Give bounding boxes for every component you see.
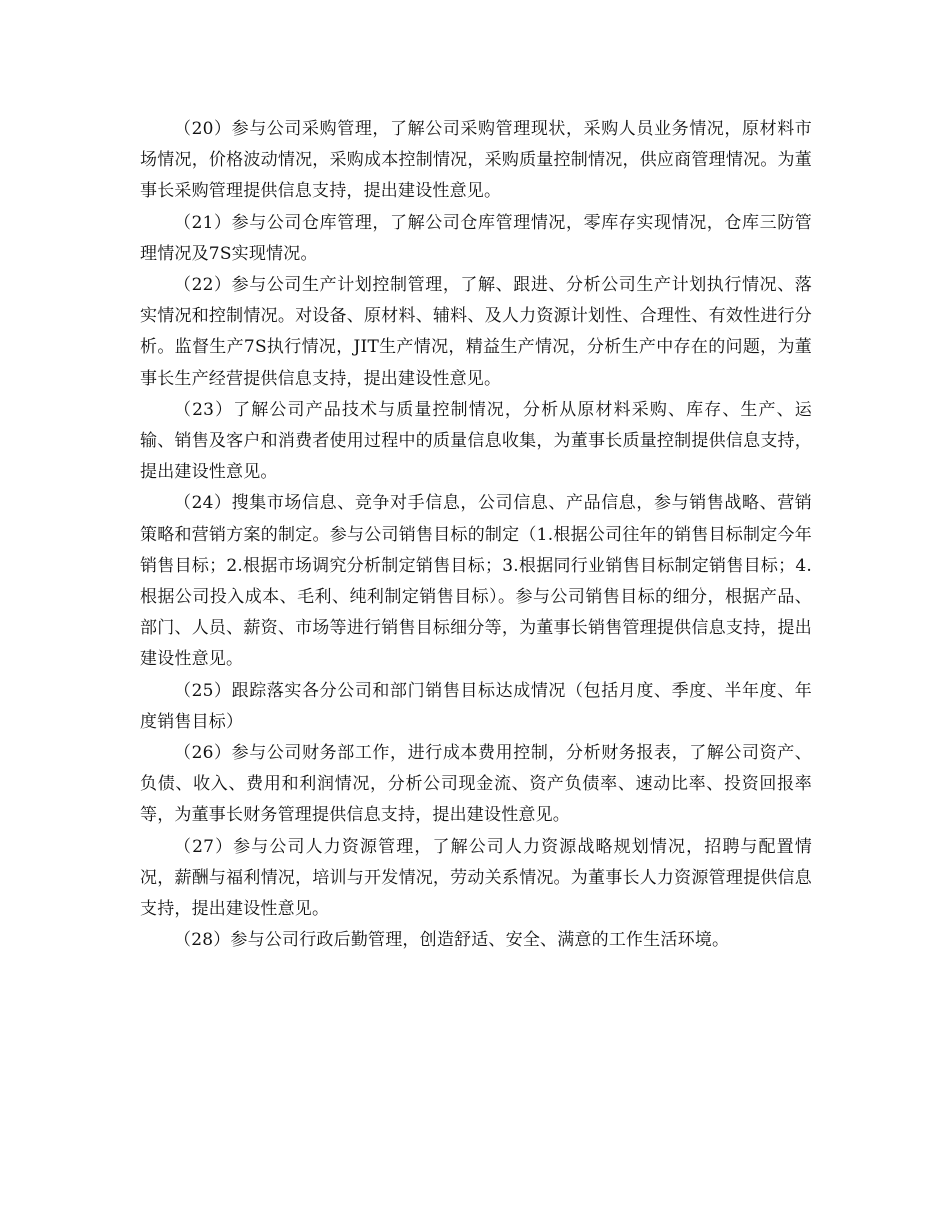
paragraph-24: （24）搜集市场信息、竞争对手信息，公司信息、产品信息，参与销售战略、营销策略和营销方案的制定。参与公司销售目标的制定（1.根据公司往年的销售目标制定今年销售目标；2.根据市场调究分析制定销售目标；3.根据同行业销售目标制定销售目标；4.根据公司投入成本、毛利、纯利制定销售目标）。参与公司销售目标的细分，根据产品、部门、人员、薪资、市场等进行销售目标细分等，为董事长销售管理提供信息支持，提出建设性意见。 [140,493,812,670]
paragraph-25: （25）跟踪落实各分公司和部门销售目标达成情况（包括月度、季度、半年度、年度销售目标） [140,680,812,732]
paragraph-27: （27）参与公司人力资源管理，了解公司人力资源战略规划情况，招聘与配置情况，薪酬与福利情况，培训与开发情况，劳动关系情况。为董事长人力资源管理提供信息支持，提出建设性意见。 [140,836,812,920]
paragraph-23: （23）了解公司产品技术与质量控制情况，分析从原材料采购、库存、生产、运输、销售及客户和消费者使用过程中的质量信息收集，为董事长质量控制提供信息支持，提出建设性意见。 [140,399,812,483]
paragraph-22: （22）参与公司生产计划控制管理，了解、跟进、分析公司生产计划执行情况、落实情况和控制情况。对设备、原材料、辅料、及人力资源计划性、合理性、有效性进行分析。监督生产7S执行情况，JIT生产情况，精益生产情况，分析生产中存在的问题，为董事长生产经营提供信息支持，提出建设性意见。 [140,275,812,389]
paragraph-26: （26）参与公司财务部工作，进行成本费用控制，分析财务报表，了解公司资产、负债、收入、费用和利润情况，分析公司现金流、资产负债率、速动比率、投资回报率等，为董事长财务管理提供信息支持，提出建设性意见。 [140,743,812,826]
paragraph-28: （28）参与公司行政后勤管理，创造舒适、安全、满意的工作生活环境。 [174,930,730,951]
paragraph-21: （21）参与公司仓库管理，了解公司仓库管理情况，零库存实现情况，仓库三防管理情况及7S实现情况。 [140,212,812,264]
document-body [140,114,812,956]
paragraph-20: （20）参与公司采购管理，了解公司采购管理现状，采购人员业务情况，原材料市场情况，价格波动情况，采购成本控制情况，采购质量控制情况，供应商管理情况。为董事长采购管理提供信息支持，提出建设性意见。 [140,119,812,202]
